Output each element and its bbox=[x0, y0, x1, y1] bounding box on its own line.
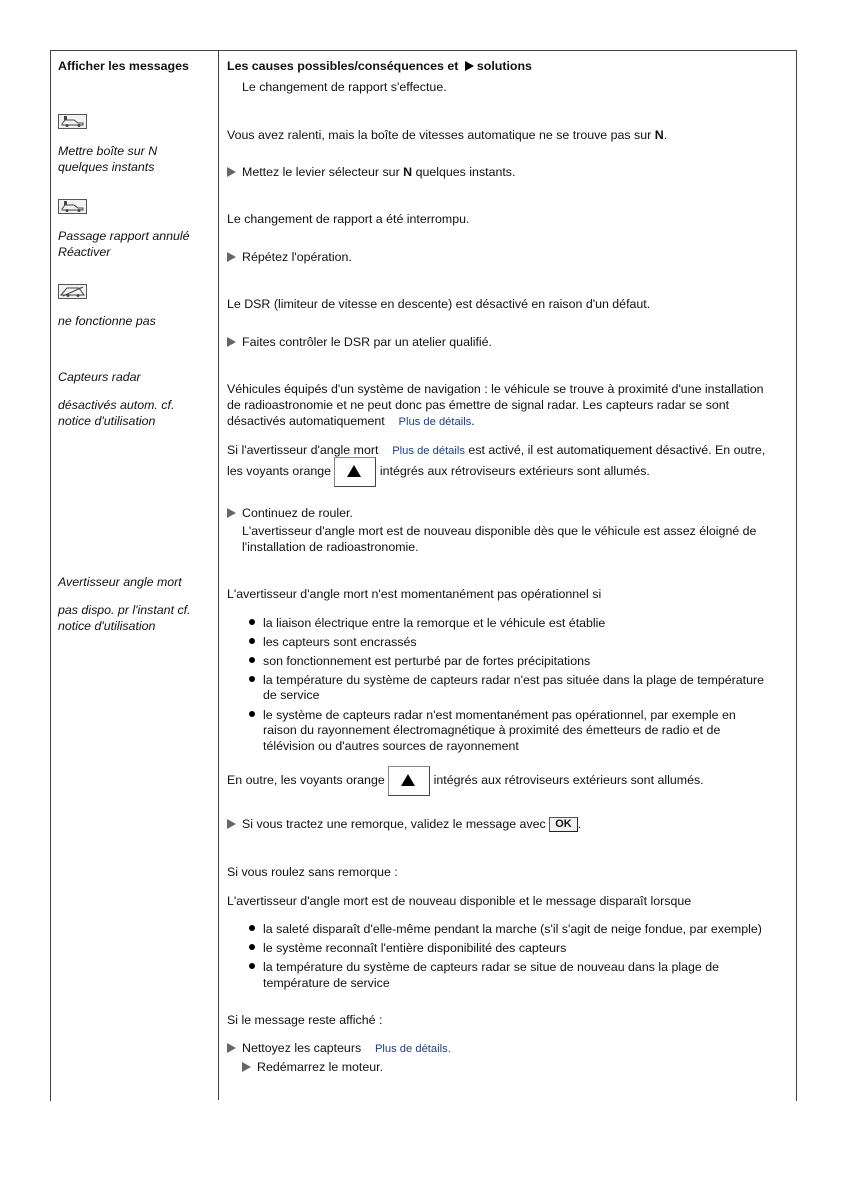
details-link[interactable]: Plus de détails bbox=[398, 416, 472, 428]
cause-2: Le changement de rapport a été interrompu. bbox=[227, 212, 470, 226]
solution-4-detail-line1: L'avertisseur d'angle mort est de nouveau disponible dès que le véhicule est assez éloigné de bbox=[242, 524, 757, 538]
message-3: ne fonctionne pas bbox=[58, 314, 156, 328]
vehicle-gear-icon bbox=[58, 114, 87, 129]
bullet-icon bbox=[249, 657, 255, 663]
solution-4-detail-line2: l'installation de radioastronomie. bbox=[242, 540, 419, 554]
cause-3: Le DSR (limiteur de vitesse en descente) est désactivé en raison d'un défaut. bbox=[227, 297, 651, 311]
solution-4: Continuez de rouler. bbox=[227, 505, 353, 521]
solution-2: Répétez l'opération. bbox=[227, 249, 352, 265]
message-2-line2: Réactiver bbox=[58, 245, 111, 259]
arrow-right-icon bbox=[227, 252, 236, 262]
cause-1: Vous avez ralenti, mais la boîte de vitesses automatique ne se trouve pas sur N. bbox=[227, 128, 668, 142]
arrow-right-icon bbox=[227, 337, 236, 347]
solution-1: Mettez le levier sélecteur sur N quelques instants. bbox=[227, 164, 515, 180]
condition-4-line2: de service bbox=[263, 688, 320, 702]
vehicle-gear-icon bbox=[58, 199, 87, 214]
header-col1: Afficher les messages bbox=[58, 59, 189, 73]
recovery-condition-2: le système reconnaît l'entière disponibilité des capteurs bbox=[263, 941, 567, 955]
message-5-line1: Avertisseur angle mort bbox=[58, 575, 182, 589]
dsr-warning-icon bbox=[58, 284, 87, 299]
bullet-icon bbox=[249, 676, 255, 682]
message-1-line1: Mettre boîte sur N bbox=[58, 144, 158, 158]
ok-button-icon: OK bbox=[549, 817, 578, 832]
condition-5-line1: le système de capteurs radar n'est momentanément pas opérationnel, par exemple en bbox=[263, 708, 736, 722]
bullet-icon bbox=[249, 711, 255, 717]
solution-5: Si vous tractez une remorque, validez le message avec OK . bbox=[227, 816, 581, 832]
message-5-line3: notice d'utilisation bbox=[58, 619, 156, 633]
details-link[interactable]: Plus de détails bbox=[392, 445, 465, 457]
message-persists: Si le message reste affiché : bbox=[227, 1013, 383, 1027]
blind-spot-triangle-icon bbox=[334, 457, 376, 487]
bullet-icon bbox=[249, 944, 255, 950]
recovery-condition-3-line1: la température du système de capteurs radar se situe de nouveau dans la plage de bbox=[263, 960, 719, 974]
message-4-line2: désactivés autom. cf. bbox=[58, 398, 175, 412]
intro-text: Le changement de rapport s'effectue. bbox=[242, 80, 447, 94]
bullet-icon bbox=[249, 638, 255, 644]
arrow-right-icon bbox=[227, 167, 236, 177]
condition-3: son fonctionnement est perturbé par de fortes précipitations bbox=[263, 654, 591, 668]
recovery-condition-1: la saleté disparaît d'elle-même pendant la marche (s'il s'agit de neige fondue, par exemple) bbox=[263, 922, 762, 936]
arrow-right-icon bbox=[227, 508, 236, 518]
column-divider bbox=[218, 50, 219, 1100]
cause-4-note-line1: Si l'avertisseur d'angle mort Plus de détails est activé, il est automatiquement désactivé. En outre, bbox=[227, 443, 766, 457]
arrow-right-icon bbox=[465, 61, 474, 71]
arrow-right-icon bbox=[242, 1062, 251, 1072]
message-1-line2: quelques instants bbox=[58, 160, 155, 174]
condition-5-line2: raison du rayonnement électromagnétique à proximité des émetteurs de radio et de bbox=[263, 723, 721, 737]
bullet-icon bbox=[249, 619, 255, 625]
case-no-trailer-detail: L'avertisseur d'angle mort est de nouveau disponible et le message disparaît lorsque bbox=[227, 894, 692, 908]
arrow-right-icon bbox=[227, 1043, 236, 1053]
recovery-condition-3-line2: température de service bbox=[263, 976, 390, 990]
condition-5-line3: télévision ou d'autres sources de rayonnement bbox=[263, 739, 519, 753]
case-no-trailer: Si vous roulez sans remorque : bbox=[227, 865, 398, 879]
condition-4-line1: la température du système de capteurs radar n'est pas située dans la plage de température bbox=[263, 673, 765, 687]
blind-spot-triangle-icon bbox=[388, 766, 430, 796]
arrow-right-icon bbox=[227, 819, 236, 829]
solution-7: Redémarrez le moteur. bbox=[242, 1059, 383, 1075]
message-5-line2: pas dispo. pr l'instant cf. bbox=[58, 603, 191, 617]
solution-6: Nettoyez les capteurs Plus de détails. bbox=[227, 1040, 451, 1057]
message-4-line3: notice d'utilisation bbox=[58, 414, 156, 428]
cause-5-note: En outre, les voyants orange intégrés aux rétroviseurs extérieurs sont allumés. bbox=[227, 765, 704, 796]
bullet-icon bbox=[249, 963, 255, 969]
message-2-line1: Passage rapport annulé bbox=[58, 229, 190, 243]
cause-4-line2: de radioastronomie et ne peut donc pas émettre de signal radar. Les capteurs radar se sont bbox=[227, 398, 730, 412]
solution-3: Faites contrôler le DSR par un atelier qualifié. bbox=[227, 334, 492, 350]
details-link[interactable]: Plus de détails bbox=[374, 1043, 448, 1055]
cause-5: L'avertisseur d'angle mort n'est momentanément pas opérationnel si bbox=[227, 587, 602, 601]
condition-1: la liaison électrique entre la remorque et le véhicule est établie bbox=[263, 616, 606, 630]
cause-4-line3: désactivés automatiquement Plus de détails. bbox=[227, 414, 475, 428]
cause-4-line1: Véhicules équipés d'un système de navigation : le véhicule se trouve à proximité d'une installation bbox=[227, 382, 764, 396]
condition-2: les capteurs sont encrassés bbox=[263, 635, 417, 649]
header-col2: Les causes possibles/conséquences et solutions bbox=[227, 59, 532, 73]
cause-4-note-line2: les voyants orange intégrés aux rétroviseurs extérieurs sont allumés. bbox=[227, 456, 650, 487]
message-4-line1: Capteurs radar bbox=[58, 370, 141, 384]
bullet-icon bbox=[249, 925, 255, 931]
